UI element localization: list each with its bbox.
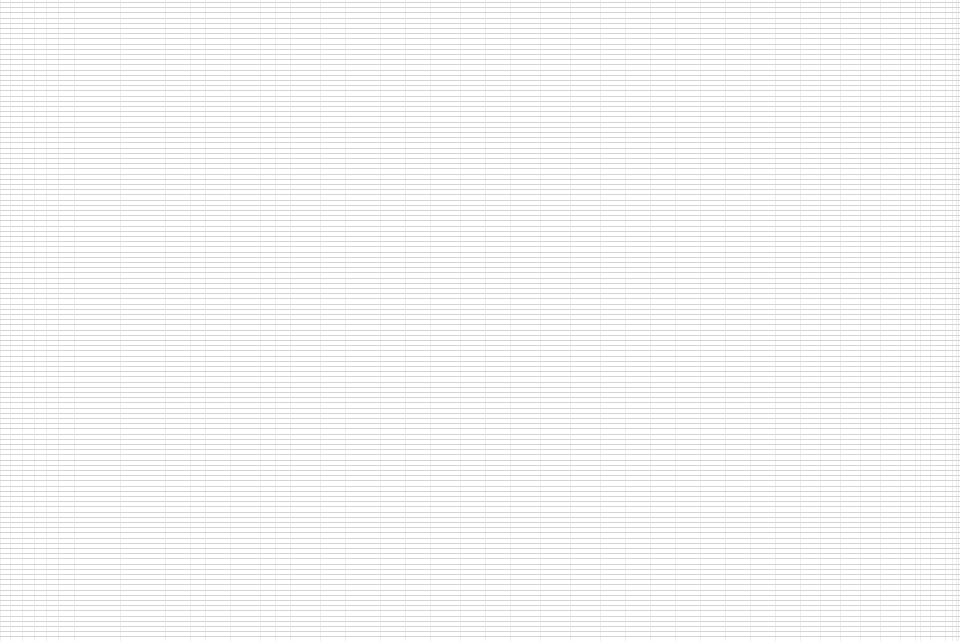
- grid-row-line: [0, 610, 960, 611]
- grid-row-line: [0, 444, 960, 445]
- table-cell[interactable]: Geschäftsstelle: [46, 8, 55, 10]
- grid-row-line: [0, 527, 960, 528]
- table-cell[interactable]: 5/21: [460, 3, 463, 4]
- grid-row-line: [0, 220, 960, 221]
- grid-row-line: [0, 168, 960, 169]
- grid-row-line: [0, 127, 960, 128]
- grid-row-line: [0, 423, 960, 424]
- table-cell[interactable]: Ja: [860, 3, 862, 4]
- grid-row-line: [0, 460, 960, 461]
- grid-row-line: [0, 496, 960, 497]
- grid-row-line: [0, 605, 960, 606]
- grid-row-line: [0, 532, 960, 533]
- grid-row-line: [0, 356, 960, 357]
- grid-row-line: [0, 241, 960, 242]
- grid-row-line: [0, 543, 960, 544]
- grid-row-line: [0, 397, 960, 398]
- grid-row-line: [0, 387, 960, 388]
- grid-row-line: [0, 153, 960, 154]
- grid-row-line: [0, 304, 960, 305]
- grid-row-line: [0, 64, 960, 65]
- grid-row-line: [0, 189, 960, 190]
- grid-row-line: [0, 564, 960, 565]
- grid-row-line: [0, 236, 960, 237]
- grid-row-line: [0, 366, 960, 367]
- grid-row-line: [0, 392, 960, 393]
- grid-row-line: [0, 205, 960, 206]
- grid-row-line: [0, 361, 960, 362]
- grid-row-line: [0, 590, 960, 591]
- grid-row-line: [0, 49, 960, 50]
- grid-row-line: [0, 44, 960, 45]
- grid-row-line: [0, 148, 960, 149]
- grid-row-line: [0, 33, 960, 34]
- grid-row-line: [0, 465, 960, 466]
- grid-row-line: [0, 558, 960, 559]
- grid-row-line: [0, 231, 960, 232]
- grid-row-line: [0, 38, 960, 39]
- grid-row-line: [0, 501, 960, 502]
- grid-row-line: [0, 54, 960, 55]
- grid-row-line: [0, 262, 960, 263]
- grid-row-line: [0, 90, 960, 91]
- grid-row-line: [0, 616, 960, 617]
- grid-row-line: [0, 59, 960, 60]
- table-cell[interactable]: Gewerbeaufsicht: [58, 8, 68, 10]
- grid-row-line: [0, 101, 960, 102]
- grid-row-line: [0, 293, 960, 294]
- table-cell[interactable]: Geschäftsstelle: [46, 3, 55, 4]
- grid-row-line: [0, 116, 960, 117]
- grid-row-line: [0, 345, 960, 346]
- grid-row-line: [0, 636, 960, 637]
- table-cell[interactable]: Musterweg 12, 10115 Berlin: [74, 3, 90, 4]
- grid-row-line: [0, 491, 960, 492]
- table-cell[interactable]: A 1 - 4 - 20 - 1 - 22: [345, 3, 356, 4]
- grid-row-line: [0, 350, 960, 351]
- table-cell[interactable]: Nein: [230, 3, 233, 4]
- table-cell[interactable]: 0301234567: [190, 3, 198, 4]
- grid-row-line: [0, 470, 960, 471]
- grid-row-line: [0, 486, 960, 487]
- grid-row-line: [0, 439, 960, 440]
- grid-row-line: [0, 402, 960, 403]
- grid-row-line: [0, 122, 960, 123]
- table-cell[interactable]: Nein: [880, 8, 883, 10]
- grid-row-line: [0, 252, 960, 253]
- table-cell[interactable]: Nein: [230, 8, 233, 10]
- grid-row-line: [0, 621, 960, 622]
- table-cell[interactable]: Berlin: [165, 3, 169, 4]
- grid-row-line: [0, 314, 960, 315]
- table-cell[interactable]: Ja: [860, 8, 862, 10]
- table-cell[interactable]: Hamburg: [165, 8, 171, 10]
- grid-row-line: [0, 330, 960, 331]
- grid-row-line: [0, 408, 960, 409]
- grid-row-line: [0, 480, 960, 481]
- grid-row-line: [0, 70, 960, 71]
- table-cell[interactable]: 10.3300: [22, 8, 28, 10]
- table-cell[interactable]: 10.3300: [22, 3, 28, 4]
- grid-row-line: [0, 184, 960, 185]
- table-cell[interactable]: 1: [510, 8, 512, 10]
- table-cell[interactable]: Mustermann: [34, 3, 42, 4]
- grid-row-line: [0, 579, 960, 580]
- grid-row-line: [0, 413, 960, 414]
- grid-row-line: [0, 538, 960, 539]
- table-cell[interactable]: Sonstiger Vorfall: [58, 3, 68, 4]
- table-cell[interactable]: 15.09.2021: [10, 3, 17, 4]
- table-cell[interactable]: Mus: [0, 3, 3, 4]
- table-cell[interactable]: INFOTEXT A: [600, 3, 607, 4]
- grid-row-line: [0, 475, 960, 476]
- grid-row-line: [0, 18, 960, 19]
- grid-row-line: [0, 449, 960, 450]
- table-cell[interactable]: 5/21: [460, 8, 463, 10]
- grid-row-line: [0, 600, 960, 601]
- grid-row-line: [0, 23, 960, 24]
- grid-row-line: [0, 75, 960, 76]
- grid-row-line: [0, 85, 960, 86]
- grid-row-line: [0, 595, 960, 596]
- grid-row-line: [0, 288, 960, 289]
- table-cell[interactable]: Ja: [290, 3, 292, 4]
- grid-row-line: [0, 142, 960, 143]
- table-cell[interactable]: ARBEITSUMFANG: [405, 3, 415, 4]
- grid-row-line: [0, 28, 960, 29]
- grid-row-line: [0, 626, 960, 627]
- grid-row-line: [0, 371, 960, 372]
- table-cell[interactable]: Ja: [290, 8, 292, 10]
- table-cell[interactable]: 1: [510, 3, 512, 4]
- grid-row-line: [0, 517, 960, 518]
- grid-row-line: [0, 418, 960, 419]
- grid-row-line: [0, 194, 960, 195]
- table-cell[interactable]: ARBEITSUMFANG: [405, 8, 415, 10]
- grid-row-line: [0, 569, 960, 570]
- grid-row-line: [0, 137, 960, 138]
- table-cell[interactable]: 27.7.2021: [920, 3, 927, 4]
- grid-row-line: [0, 376, 960, 377]
- grid-row-line: [0, 574, 960, 575]
- grid-row-line: [0, 340, 960, 341]
- grid-row-line: [0, 163, 960, 164]
- grid-row-line: [0, 324, 960, 325]
- table-cell[interactable]: 27.7.2021: [920, 8, 927, 10]
- grid-row-line: [0, 283, 960, 284]
- grid-row-line: [0, 454, 960, 455]
- table-cell[interactable]: Rück: [260, 3, 264, 4]
- grid-row-line: [0, 111, 960, 112]
- grid-row-line: [0, 200, 960, 201]
- grid-row-line: [0, 272, 960, 273]
- grid-row-line: [0, 215, 960, 216]
- grid-row-line: [0, 179, 960, 180]
- grid-row-line: [0, 158, 960, 159]
- table-cell[interactable]: INFOTEXT B: [600, 8, 607, 10]
- grid-row-line: [0, 246, 960, 247]
- grid-row-line: [0, 80, 960, 81]
- grid-row-line: [0, 553, 960, 554]
- grid-row-line: [0, 434, 960, 435]
- grid-row-line: [0, 267, 960, 268]
- grid-row-line: [0, 522, 960, 523]
- grid-row-line: [0, 584, 960, 585]
- grid-row-line: [0, 506, 960, 507]
- grid-row-line: [0, 226, 960, 227]
- grid-row-line: [0, 319, 960, 320]
- grid-row-line: [0, 257, 960, 258]
- table-cell[interactable]: A 1 - 2 - 10 - 1 - 5: [345, 8, 356, 10]
- grid-row-line: [0, 278, 960, 279]
- grid-row-line: [0, 106, 960, 107]
- grid-row-line: [0, 309, 960, 310]
- table-cell[interactable]: 0401234567: [190, 8, 198, 10]
- grid-row-line: [0, 548, 960, 549]
- table-cell[interactable]: Mustermann: [34, 8, 42, 10]
- grid-row-line: [0, 631, 960, 632]
- grid-row-line: [0, 298, 960, 299]
- grid-row-line: [0, 132, 960, 133]
- grid-row-line: [0, 210, 960, 211]
- table-cell[interactable]: Beispielstraße 7, 20095 Hamburg: [74, 8, 93, 10]
- grid-row-line: [0, 174, 960, 175]
- grid-row-line: [0, 428, 960, 429]
- grid-row-line: [0, 512, 960, 513]
- grid-row-line: [0, 382, 960, 383]
- table-cell[interactable]: 15.09.2021: [10, 8, 17, 10]
- grid-row-line: [0, 12, 960, 13]
- grid-row-line: [0, 335, 960, 336]
- grid-row-line: [0, 96, 960, 97]
- table-cell[interactable]: Mus: [0, 8, 3, 10]
- table-cell[interactable]: Nein: [880, 3, 883, 4]
